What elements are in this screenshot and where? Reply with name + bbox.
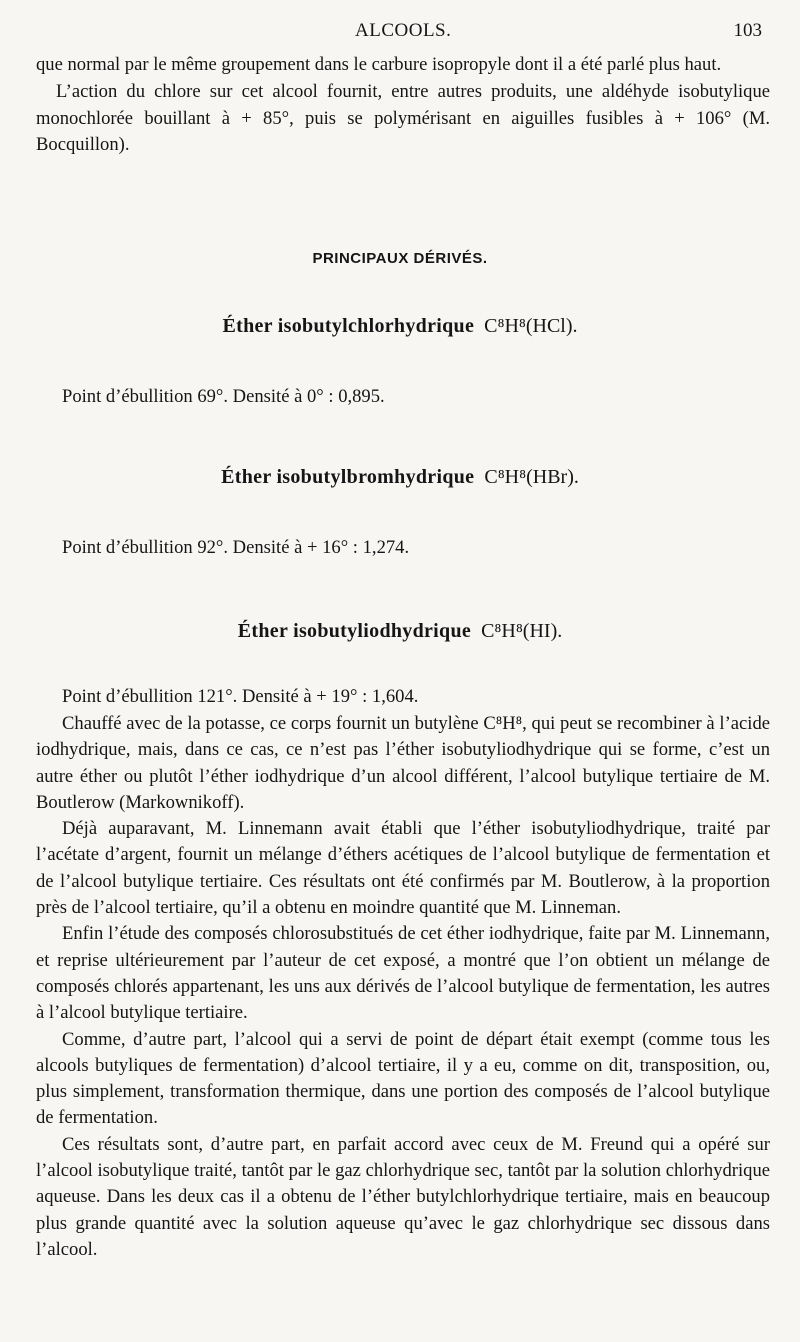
running-title: ALCOOLS. xyxy=(355,20,452,41)
body-text xyxy=(36,711,770,1263)
compound-formula-3: C⁸H⁸(HI). xyxy=(481,620,563,642)
page-number: 103 xyxy=(733,20,762,41)
intro-paragraph-1: que normal par le même groupement dans le carbure isopropyle dont il a été parlé plus haut. xyxy=(36,54,722,75)
compound-name-2: Éther isobutylbromhydrique xyxy=(221,466,475,488)
compound-formula-2: C⁸H⁸(HBr). xyxy=(484,466,579,488)
compound-heading-3 xyxy=(0,620,800,643)
compound-properties-3: Point d’ébullition 121°. Densité à + 19° : 1,604. xyxy=(62,686,419,707)
running-header xyxy=(0,20,800,48)
compound-name-3: Éther isobutyliodhydrique xyxy=(237,620,472,642)
section-heading: PRINCIPAUX DÉRIVÉS. xyxy=(312,250,488,267)
body-paragraph-2: Déjà auparavant, M. Linnemann avait établi que l’éther isobutyliodhydrique, traité par l’acétate d’argent, fournit un mélange d’éthers acétiques de l’alcool butylique de fermentation et de l’alcool butylique tertiaire. Ces résultats ont été confirmés par M. Boutlerow, à la proportion près de l’alcool tertiaire, qu’il a obtenu en moindre quantité que M. Linneman. xyxy=(36,818,770,919)
body-paragraph-1: Chauffé avec de la potasse, ce corps fournit un butylène C⁸H⁸, qui peut se recombiner à l’acide iodhydrique, mais, dans ce cas, ce n’est pas l’éther isobutyliodhydrique qui se forme, c’est un autre éther ou plutôt l’éther iodhydrique d’un alcool différent, l’alcool butylique tertiaire de M. Boutlerow (Markownikoff). xyxy=(36,713,770,813)
compound-properties-1: Point d’ébullition 69°. Densité à 0° : 0,895. xyxy=(62,386,385,407)
compound-heading-1 xyxy=(0,315,800,338)
body-paragraph-4: Comme, d’autre part, l’alcool qui a servi de point de départ était exempt (comme tous les alcools butyliques de fermentation) d’alcool tertiaire, il y a eu, comme on dit, transposition, ou, plus simplement, transformation thermique, dans une portion des composés de l’alcool butylique de fermentation. xyxy=(36,1028,770,1129)
intro-text xyxy=(36,52,770,159)
body-paragraph-5: Ces résultats sont, d’autre part, en parfait accord avec ceux de M. Freund qui a opéré sur l’alcool isobutylique traité, tantôt par le gaz chlorhydrique sec, tantôt par la solution chlorhydrique aqueuse. Dans les deux cas il a obtenu de l’éther butylchlorhydrique tertiaire, mais en beaucoup plus grande quantité avec la solution aqueuse qu’avec le gaz chlorhydrique sec dissous dans l’alcool. xyxy=(36,1133,770,1260)
compound-formula-1: C⁸H⁸(HCl). xyxy=(484,315,578,337)
compound-name-1: Éther isobutylchlorhydrique xyxy=(222,315,475,337)
body-paragraph-3: Enfin l’étude des composés chlorosubstitués de cet éther iodhydrique, faite par M. Linnemann, et reprise ultérieurement par l’auteur de cet exposé, a montré que l’on obtient un mélange de composés chlorés appartenant, les uns aux dérivés de l’alcool butylique de fermentation, les autres à l’alcool butylique tertiaire. xyxy=(36,923,770,1024)
intro-paragraph-2: L’action du chlore sur cet alcool fournit, entre autres produits, une aldéhyde isobutylique monochlorée bouillant à + 85°, puis se polymérisant en aiguilles fusibles à + 106° (M. Bocquillon). xyxy=(36,80,770,156)
compound-properties-2: Point d’ébullition 92°. Densité à + 16° : 1,274. xyxy=(62,537,410,558)
compound-heading-2 xyxy=(0,466,800,489)
